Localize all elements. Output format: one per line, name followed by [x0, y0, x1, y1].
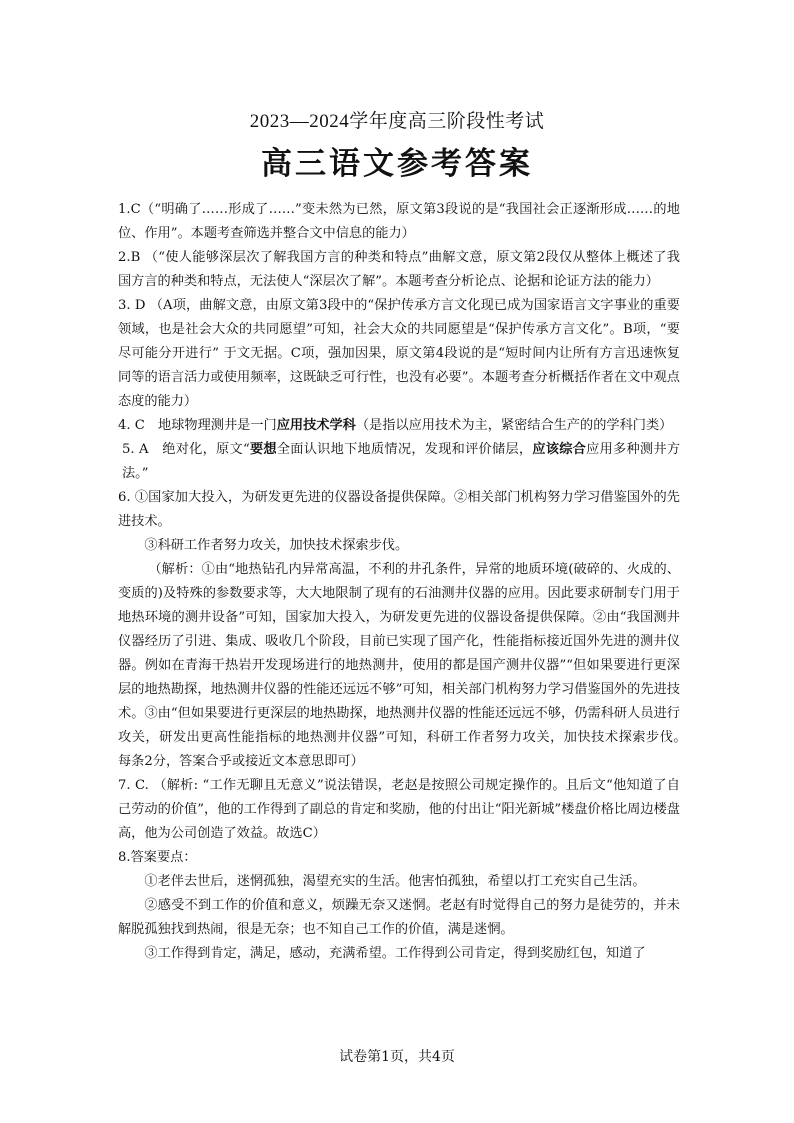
answer-q6: 6. ①国家加大投入，为研发更先进的仪器设备提供保障。②相关部门机构努力学习借鉴国外的先进技术。: [118, 490, 680, 529]
answer-q4-bold: 应用技术学科: [276, 418, 356, 433]
answer-q6-analysis: （解析：①由“地热钻孔内异常高温，不利的井孔条件，异常的地质环境(破碎的、火成的、变质的)及特殊的参数要求等，大大地限制了现有的石油测井仪器的应用。因此要求研制专门用于地热环境的测井设备”可知，国家加大投入，为研发更先进的仪器设备提供保障。②由“我国测井仪器经历了引进、集成、吸收几个阶段，目前已实现了国产化，性能指标接近国外先进的测井仪器。例如在青海干热岩开发现场进行的地热测井，使用的都是国产测井仪器”“但如果要进行更深层的地热勘探，地热测井仪器的性能还远远不够”可知，相关部门机构努力学习借鉴国外的先进技术。③由“但如果要进行更深层的地热勘探，地热测井仪器的性能还远远不够，仍需科研人员进行攻关，研发出更高性能指标的地热测井仪器”可知，科研工作者努力攻关，加快技术探索步伐。 每条2分，答案合乎或接近文本意思即可）: [118, 562, 694, 769]
answer-q8-point3: ③工作得到肯定，满足，感动，充满希望。工作得到公司肯定，得到奖励红包，知道了: [144, 946, 646, 961]
answer-q6-point3: ③科研工作者努力攻关，加快技术探索步伐。: [144, 538, 409, 553]
answer-q2: 2.B （“使人能够深层次了解我国方言的种类和特点”曲解文意，原文第2段仅从整体上概述了我国方言的种类和特点，无法使人“深层次了解”。本题考查分析论点、论据和论证方法的能力）: [118, 250, 680, 289]
answer-q7: 7. C. （解析: “工作无聊且无意义”说法错误，老赵是按照公司规定操作的。且后文“他知道了自己劳动的价值”，他的工作得到了副总的肯定和奖励，他的付出让“阳光新城”楼盘价格比周边楼盘高，他为公司创造了效益。故选C）: [118, 778, 680, 841]
answer-q4-text-c: （是指以应用技术为主，紧密结合生产的的学科门类）: [355, 418, 673, 433]
answer-q3: 3. D （A项，曲解文意，由原文第3段中的“保护传承方言文化现已成为国家语言文字事业的重要领域，也是社会大众的共同愿望”可知，社会大众的共同愿望是“保护传承方言文化”。B项，“要尽可能分开进行” 于文无据。C项，强加因果，原文第4段说的是“短时间内让所有方言迅速恢复同等的语言活力或使用频率，这既缺乏可行性，也没有必要”。本题考查分析概括作者在文中观点态度的能力）: [118, 298, 680, 409]
answer-q8-heading: 8.答案要点：: [118, 850, 197, 865]
answer-q5: [118, 438, 680, 486]
answer-q4-text-a: 4. C 地球物理测井是一门: [118, 418, 277, 433]
answer-q5-bold-1: 要想: [249, 442, 277, 457]
answer-q5-text-c: 全面认识地下地质情况，发现和评价储层，: [276, 442, 533, 457]
answer-q5-text-e: 应用多种测井方法。”: [122, 442, 681, 481]
page-title: 高三语文参考答案: [261, 146, 533, 182]
answer-q4: [118, 414, 680, 438]
page-footer: 试卷第1页，共4页: [339, 1049, 455, 1065]
exam-subtitle: 2023—2024学年度高三阶段性考试: [249, 111, 545, 132]
answer-q5-text-a: 5. A 绝对化，原文“: [122, 442, 250, 457]
answers-body: [118, 198, 694, 966]
answer-q5-bold-2: 应该综合: [532, 442, 587, 457]
answer-q8-point2: ②感受不到工作的价值和意义，烦躁无奈又迷惘。老赵有时觉得自己的努力是徒劳的，并未解脱孤独找到热闹，很是无奈；也不知自己工作的价值，满是迷惘。: [118, 898, 680, 937]
answer-q1: 1.C（“明确了……形成了……”变未然为已然，原文第3段说的是“我国社会正逐渐形成……的地位、作用”。本题考查筛选并整合文中信息的能力）: [118, 202, 680, 241]
answer-q8-point1: ①老伴去世后，迷惘孤独，渴望充实的生活。他害怕孤独，希望以打工充实自己生活。: [144, 874, 646, 889]
